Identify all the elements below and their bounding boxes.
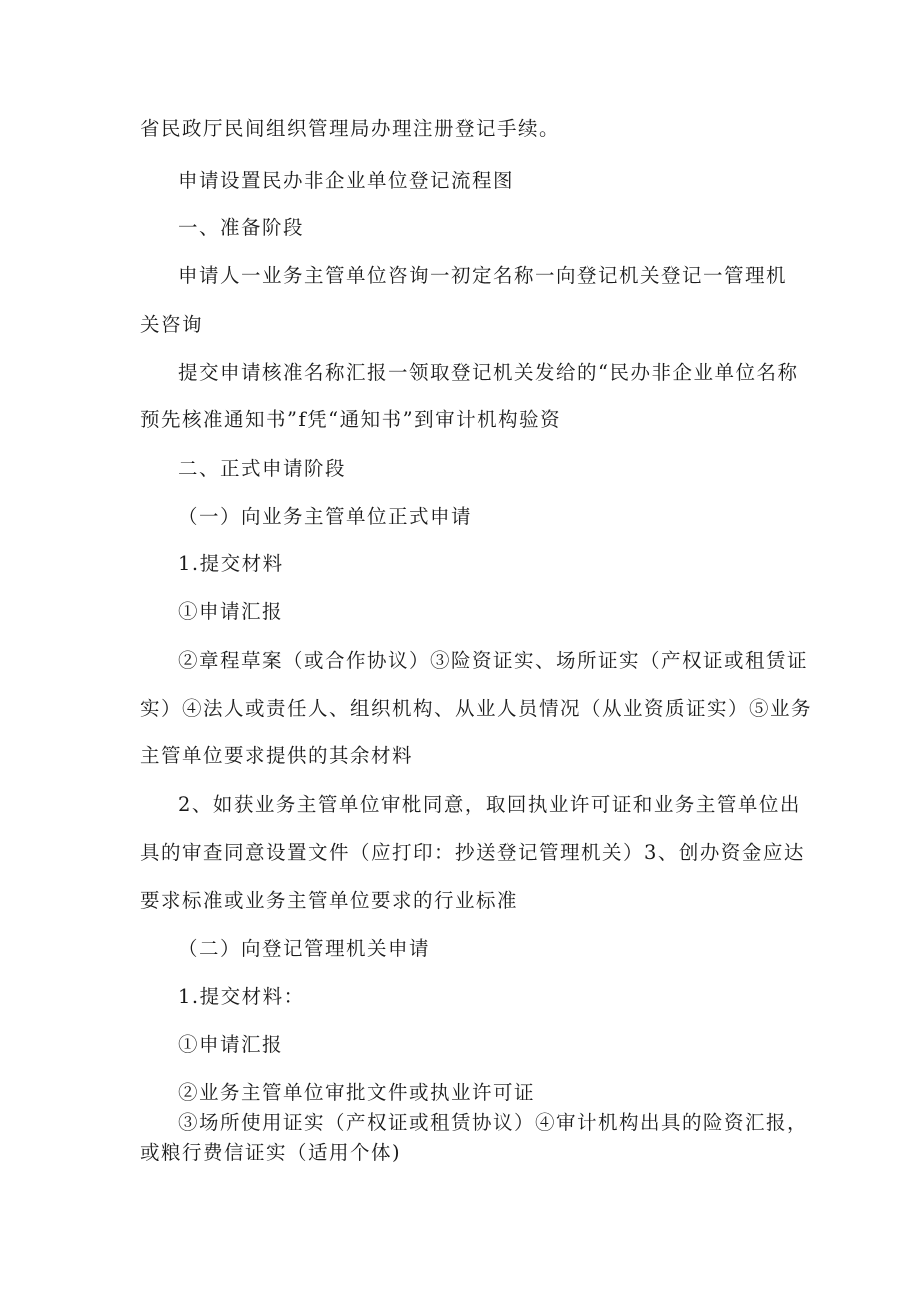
paragraph-line: 2、如获业务主管单位审枇同意，取回执业许可证和业务主管单位出 bbox=[178, 793, 801, 816]
section-heading-formal: 二、正式申请阶段 bbox=[178, 457, 347, 480]
list-item: ②业务主管单位审批文件或执业许可证 bbox=[178, 1081, 536, 1104]
paragraph-line: ②章程草案（或合作协议）③险资证实、场所证实（产权证或租赁证 bbox=[178, 649, 809, 672]
section-heading-preparation: 一、准备阶段 bbox=[178, 216, 305, 239]
list-item: ①申请汇报 bbox=[178, 1033, 284, 1056]
subsection-heading: （一）向业务主管单位正式申请 bbox=[178, 505, 473, 528]
flowchart-title: 申请设置民办非企业单位登记流程图 bbox=[178, 169, 515, 192]
paragraph-line: 申请人一业务主管单位咨询一初定名称一向登记机关登记一管理机 bbox=[178, 264, 788, 287]
list-heading: 1.提交材料： bbox=[178, 985, 305, 1008]
paragraph-line: 提交申请核准名称汇报一领取登记机关发给的“民办非企业单位名称 bbox=[178, 361, 799, 384]
list-item: ①申请汇报 bbox=[178, 600, 284, 623]
subsection-heading: （二）向登记管理机关申请 bbox=[178, 937, 431, 960]
paragraph-line: 关咨询 bbox=[140, 313, 204, 336]
paragraph-line: 预先核准通知书”f凭“通知书”到审计机构验资 bbox=[140, 408, 562, 431]
paragraph-line: 具的审查同意设置文件（应打印：抄送登记管理机关）3、创办资金应达 bbox=[140, 841, 805, 864]
text-line-continuation: 省民政厅民间组织管理局办理注册登记手续。 bbox=[140, 117, 561, 140]
paragraph-line: ③场所使用证实（产权证或租赁协议）④审计机构出具的险资汇报， bbox=[178, 1111, 809, 1134]
paragraph-line: 主管单位要求提供的其余材料 bbox=[140, 744, 414, 767]
list-heading: 1.提交材料 bbox=[178, 552, 284, 575]
paragraph-line: 或粮行费信证实（适用个体) bbox=[140, 1141, 402, 1164]
paragraph-line: 要求标准或业务主管单位要求的行业标准 bbox=[140, 889, 519, 912]
paragraph-line: 实）④法人或责任人、组织机构、从业人员情况（从业资质证实）⑤业务 bbox=[140, 697, 813, 720]
